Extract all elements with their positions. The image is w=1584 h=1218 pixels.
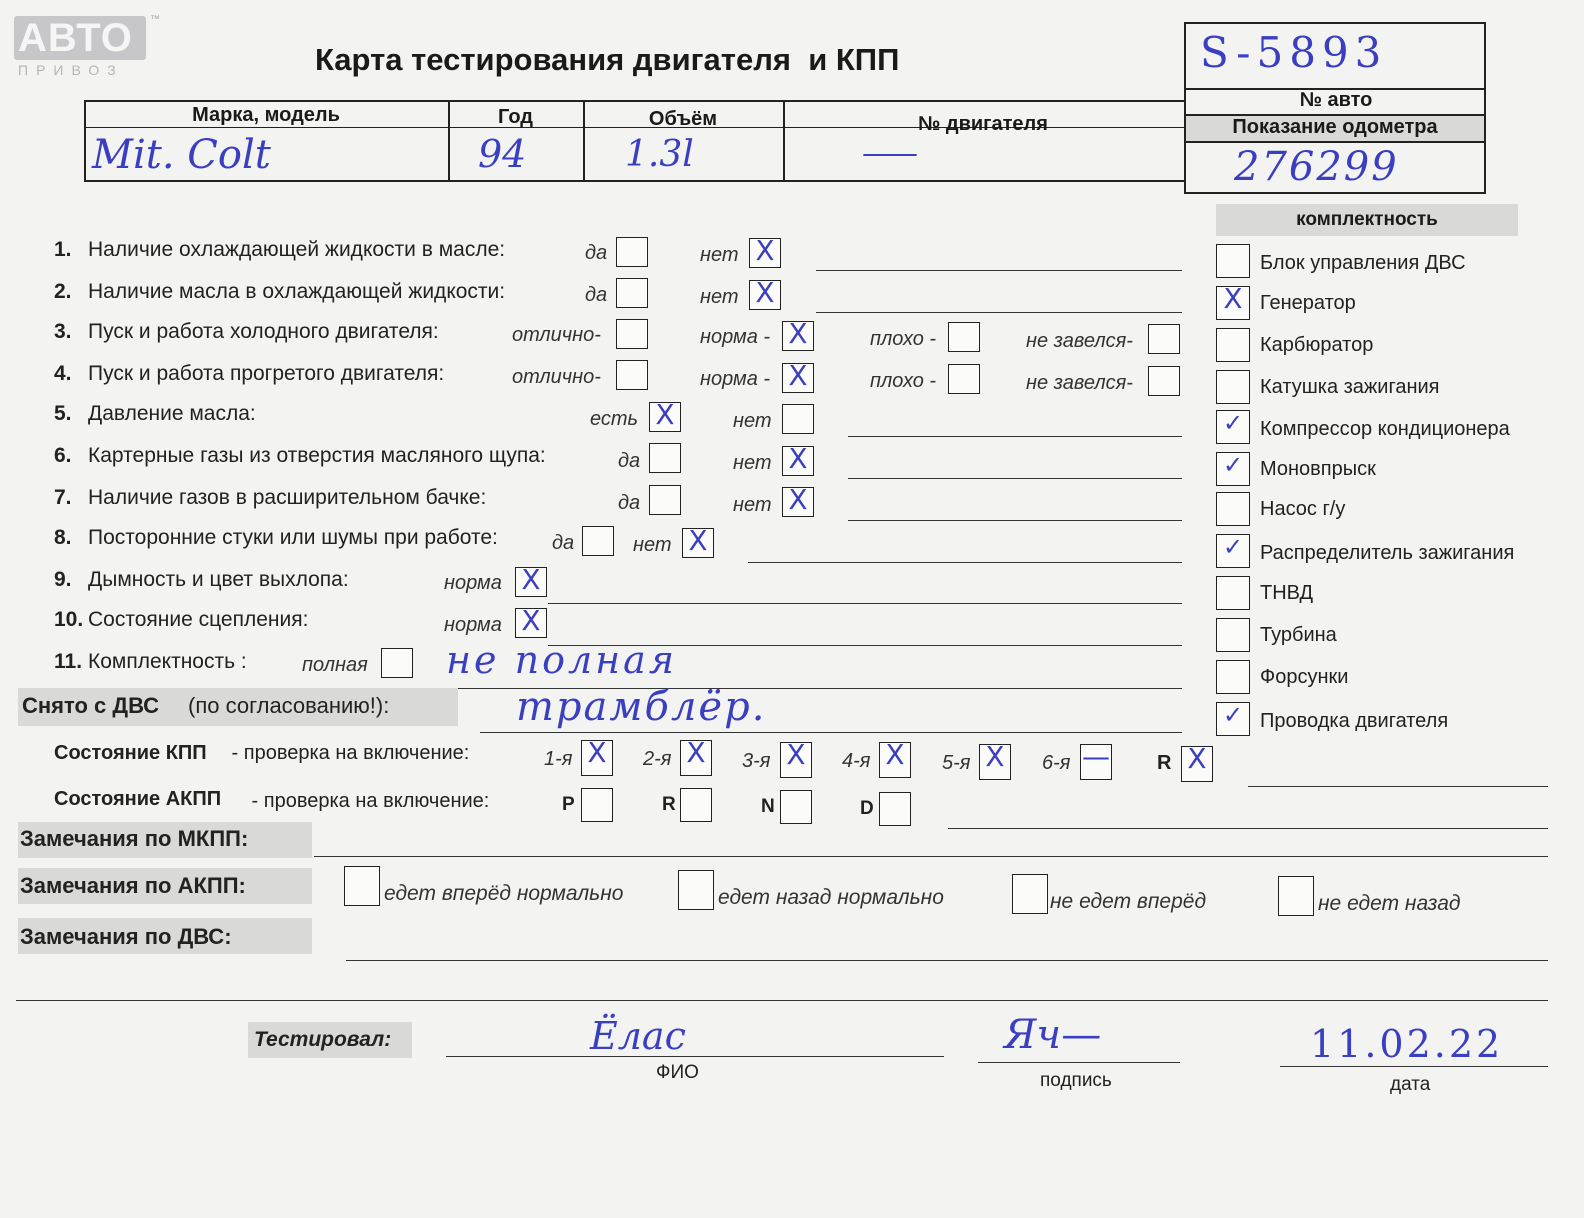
date-label: дата [1390,1074,1431,1095]
q8-answer-line [748,562,1182,563]
q7-no-label: нет [733,494,772,516]
q8-yes-checkbox[interactable] [582,526,614,556]
q4-bad-label: плохо - [870,370,937,392]
q6-number: 6. [54,444,72,467]
q11-number: 11. [54,650,83,673]
volume-value: 1.3l [625,134,694,175]
q4-number: 4. [54,362,72,385]
akpp-remarks-label: Замечания по АКПП: [20,873,246,898]
q7-number: 7. [54,486,72,509]
akpp-backward-ok-checkbox[interactable] [678,870,714,910]
dvs-remarks-line-1 [346,960,1548,961]
q9-number: 9. [54,568,72,591]
q3-number: 3. [54,320,72,343]
kpp-gear-4-mark: X [885,738,905,771]
akpp-no-forward-checkbox[interactable] [1012,874,1048,914]
completeness-title: комплектность [1296,209,1438,230]
q1-text: Наличие охлаждающей жидкости в масле: [88,238,506,261]
kpp-gear-6-label: 6-я [1042,752,1071,774]
comp-ignition-coil-label: Катушка зажигания [1260,376,1440,398]
q7-no-checkbox[interactable] [782,483,814,517]
q2-answer-line [816,312,1182,313]
fio-line [446,1056,944,1057]
col-header-year: Год [498,106,533,128]
engine-value: —— [862,136,914,171]
q8-number: 8. [54,526,72,549]
q2-number: 2. [54,280,72,303]
model-value: Mit. Colt [92,132,271,178]
q6-no-checkbox[interactable] [782,442,814,476]
q8-no-mark: X [688,524,708,557]
q3-normal-mark: X [788,317,808,350]
removed-label: Снято с ДВС [22,693,160,718]
comp-wiring-mark: ✓ [1222,701,1244,729]
kpp-gear-4-checkbox[interactable] [879,738,911,778]
q5-number: 5. [54,402,72,425]
kpp-gear-2-label: 2-я [643,748,672,770]
col-header-engine: № двигателя [918,113,1048,135]
auto-row-divider-3 [1184,141,1486,143]
q4-excellent-checkbox[interactable] [616,360,648,390]
comp-distributor-label: Распределитель зажигания [1260,542,1515,564]
comp-power-steering-pump-label: Насос г/у [1260,498,1346,520]
signature-line [978,1062,1180,1063]
mkpp-remarks-label: Замечания по МКПП: [20,826,249,851]
akpp-answer-line [948,828,1548,829]
q3-excellent-checkbox[interactable] [616,319,648,349]
auto-number-value: S-5893 [1200,28,1388,77]
q10-normal-checkbox[interactable] [515,604,547,638]
q3-text: Пуск и работа холодного двигателя: [88,320,439,343]
kpp-gear-3-label: 3-я [742,750,771,772]
odometer-value: 276299 [1234,144,1399,190]
q5-present-checkbox[interactable] [649,398,681,432]
comp-injectors-checkbox[interactable] [1216,660,1250,694]
removed-note: (по согласованию!): [188,693,390,718]
q11-full-label: полная [302,654,368,676]
comp-ac-compressor-mark: ✓ [1222,409,1244,437]
q6-yes-label: да [618,450,641,472]
comp-ecu-checkbox[interactable] [1216,244,1250,278]
q1-answer-line [816,270,1182,271]
kpp-gear-5-mark: X [985,740,1005,773]
kpp-gear-r-mark: X [1187,742,1207,775]
q5-answer-line [848,436,1182,437]
q7-yes-label: да [618,492,641,514]
comp-turbine-checkbox[interactable] [1216,618,1250,652]
comp-injection-pump-label: ТНВД [1260,582,1314,604]
q5-absent-checkbox[interactable] [782,404,814,434]
comp-distributor-checkbox[interactable] [1216,534,1250,568]
q2-yes-checkbox[interactable] [616,278,648,308]
removed-handwritten: трамблёр. [516,684,767,730]
kpp-gear-5-label: 5-я [942,752,971,774]
dvs-remarks-label: Замечания по ДВС: [20,924,232,949]
akpp-n-checkbox[interactable] [780,790,812,824]
year-value: 94 [478,132,527,176]
comp-mono-injection-checkbox[interactable] [1216,452,1250,486]
comp-ecu-label: Блок управления ДВС [1260,252,1466,274]
akpp-no-backward-checkbox[interactable] [1278,876,1314,916]
comp-wiring-checkbox[interactable] [1216,702,1250,736]
q11-handwritten: не полная [446,638,677,682]
q7-answer-line [848,520,1182,521]
comp-ac-compressor-checkbox[interactable] [1216,410,1250,444]
q4-nostart-label: не завелся- [1026,372,1133,394]
comp-generator-mark: X [1223,282,1243,315]
q4-normal-label: норма - [700,368,771,390]
kpp-gear-6-checkbox[interactable] [1080,740,1112,780]
comp-generator-label: Генератор [1260,292,1356,314]
q9-normal-mark: X [521,563,541,596]
kpp-gear-r-label: R [1157,752,1172,774]
kpp-gear-2-checkbox[interactable] [680,736,712,776]
akpp-p-label: P [562,794,575,815]
q7-no-mark: X [788,483,808,516]
kpp-gear-3-mark: X [786,738,806,771]
dvs-remarks-line-2 [16,1000,1548,1001]
akpp-forward-ok-label: едет вперёд нормально [384,882,624,905]
kpp-answer-line [1248,786,1548,787]
comp-power-steering-pump-checkbox[interactable] [1216,492,1250,526]
comp-ac-compressor-label: Компрессор кондиционера [1260,418,1510,440]
q3-excellent-label: отлично- [512,324,601,346]
akpp-d-label: D [860,798,874,819]
page-title: Карта тестирования двигателя и КПП [315,42,900,77]
kpp-gear-3-checkbox[interactable] [780,738,812,778]
q1-no-mark: X [755,234,775,267]
q9-answer-line [548,603,1182,604]
q11-text: Комплектность : [88,650,247,673]
q2-yes-label: да [585,284,608,306]
q9-normal-checkbox[interactable] [515,563,547,597]
q2-no-checkbox[interactable] [749,276,781,310]
col-header-volume: Объём [648,108,718,130]
comp-generator-checkbox[interactable] [1216,282,1250,320]
q7-yes-checkbox[interactable] [649,485,681,515]
akpp-r-label: R [662,794,676,815]
akpp-d-checkbox[interactable] [879,792,911,826]
kpp-gear-6-mark: — [1082,740,1110,773]
kpp-gear-1-mark: X [587,736,607,769]
q1-yes-checkbox[interactable] [616,237,648,267]
q8-no-checkbox[interactable] [682,524,714,558]
logo-text: АВТО [18,16,133,60]
removed-answer-line [480,732,1182,733]
q6-no-label: нет [733,452,772,474]
akpp-no-backward-label: не едет назад [1318,892,1461,915]
mkpp-remarks-line [314,856,1548,857]
q4-excellent-label: отлично- [512,366,601,388]
q10-normal-mark: X [521,604,541,637]
akpp-no-forward-label: не едет вперёд [1050,890,1207,913]
kpp-gear-1-checkbox[interactable] [581,736,613,776]
q9-normal-label: норма [444,572,502,594]
akpp-n-label: N [761,796,775,817]
akpp-p-checkbox[interactable] [581,788,613,822]
q4-normal-mark: X [788,359,808,392]
q3-nostart-label: не завелся- [1026,330,1133,352]
q5-present-label: есть [590,408,639,430]
q3-bad-checkbox[interactable] [948,322,980,352]
kpp-gear-5-checkbox[interactable] [979,740,1011,780]
kpp-label: Состояние КПП [54,742,207,764]
q6-answer-line [848,478,1182,479]
date-line [1280,1066,1548,1067]
q3-bad-label: плохо - [870,328,937,350]
q1-number: 1. [54,238,72,261]
q4-text: Пуск и работа прогретого двигателя: [88,362,445,385]
akpp-label: Состояние АКПП [54,788,222,810]
comp-mono-injection-mark: ✓ [1222,451,1244,479]
q8-no-label: нет [633,534,672,556]
col-header-model: Марка, модель [192,104,340,126]
kpp-gear-4-label: 4-я [842,750,871,772]
q1-yes-label: да [585,242,608,264]
q2-no-mark: X [755,276,775,309]
akpp-backward-ok-label: едет назад нормально [718,886,944,909]
q6-text: Картерные газы из отверстия масляного щупа: [88,444,546,467]
logo-tm: ™ [150,14,160,25]
q4-normal-checkbox[interactable] [782,359,814,393]
auto-number-label: № авто [1299,89,1373,111]
comp-ignition-coil-checkbox[interactable] [1216,370,1250,404]
q10-number: 10. [54,608,84,631]
signature-handwritten: Яч— [1004,1012,1102,1058]
q3-normal-checkbox[interactable] [782,317,814,351]
q5-absent-label: нет [733,410,772,432]
comp-injection-pump-checkbox[interactable] [1216,576,1250,610]
comp-carburetor-checkbox[interactable] [1216,328,1250,362]
fio-label: ФИО [656,1062,699,1083]
q5-text: Давление масла: [88,402,256,425]
fio-handwritten: Ёлас [590,1014,686,1058]
q9-text: Дымность и цвет выхлопа: [88,568,349,591]
q7-text: Наличие газов в расширительном бачке: [88,486,487,509]
comp-injectors-label: Форсунки [1260,666,1349,688]
q10-normal-label: норма [444,614,502,636]
logo [14,14,160,80]
comp-wiring-label: Проводка двигателя [1260,710,1449,732]
q3-nostart-checkbox[interactable] [1148,324,1180,354]
kpp-gear-2-mark: X [686,736,706,769]
comp-mono-injection-label: Моновпрыск [1260,458,1376,480]
tested-by-label: Тестировал: [254,1028,392,1051]
comp-carburetor-label: Карбюратор [1260,334,1374,356]
kpp-suffix: - проверка на включение: [226,742,470,764]
q11-full-checkbox[interactable] [381,648,413,678]
q1-no-checkbox[interactable] [749,234,781,268]
kpp-gear-1-label: 1-я [544,748,573,770]
q5-present-mark: X [655,398,675,431]
q2-no-label: нет [700,286,739,308]
q4-bad-checkbox[interactable] [948,364,980,394]
akpp-r-checkbox[interactable] [680,788,712,822]
kpp-gear-r-checkbox[interactable] [1181,742,1213,782]
q10-text: Состояние сцепления: [88,608,309,631]
logo-subtext: ПРИВОЗ [18,62,124,78]
q3-normal-label: норма - [700,326,771,348]
q4-nostart-checkbox[interactable] [1148,366,1180,396]
date-handwritten: 11.02.22 [1310,1022,1504,1066]
akpp-forward-ok-checkbox[interactable] [344,866,380,906]
signature-label: подпись [1040,1070,1112,1091]
comp-turbine-label: Турбина [1260,624,1337,646]
q1-no-label: нет [700,244,739,266]
odometer-label: Показание одометра [1186,116,1484,141]
q6-no-mark: X [788,442,808,475]
comp-distributor-mark: ✓ [1222,533,1244,561]
q8-yes-label: да [552,532,575,554]
q8-text: Посторонние стуки или шумы при работе: [88,526,498,549]
q6-yes-checkbox[interactable] [649,443,681,473]
akpp-suffix: - проверка на включение: [246,790,490,812]
q2-text: Наличие масла в охлаждающей жидкости: [88,280,506,303]
